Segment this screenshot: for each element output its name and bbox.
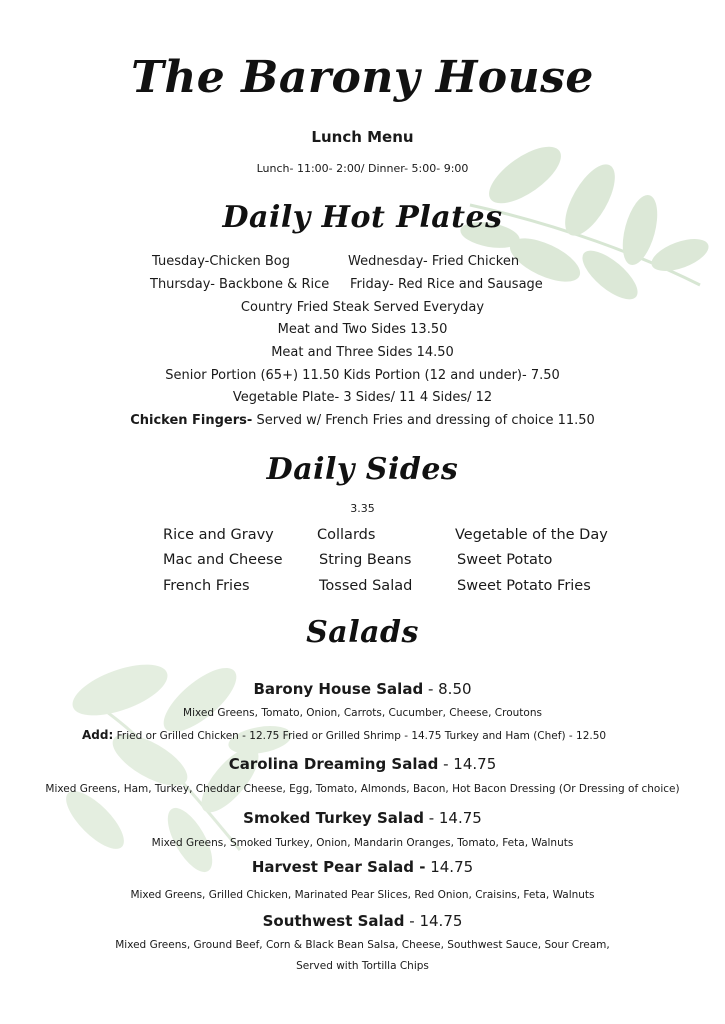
- meat-two-sides: Meat and Two Sides 13.50: [277, 322, 448, 337]
- portion-prices: Senior Portion (65+) 11.50 Kids Portion (12 and under)- 7.50: [165, 368, 560, 383]
- carolina-dreaming-salad: [0, 755, 725, 773]
- salad-add-ons: [82, 728, 606, 742]
- barony-house-salad: [0, 680, 725, 698]
- smoked-turkey-salad: [0, 809, 725, 827]
- side-item: Vegetable of the Day: [455, 527, 608, 543]
- vegetable-plate: Vegetable Plate- 3 Sides/ 11 4 Sides/ 12: [232, 390, 493, 405]
- salads-heading: Salads: [306, 615, 419, 650]
- hot-plate-wednesday: Wednesday- Fried Chicken: [348, 254, 520, 269]
- add-items: Fried or Grilled Chicken - 12.75 Fried or Grilled Shrimp - 14.75 Turkey and Ham (Chef) - 12.50: [116, 730, 607, 742]
- carolina-dreaming-desc: Mixed Greens, Ham, Turkey, Cheddar Cheese, Egg, Tomato, Almonds, Bacon, Hot Bacon Dressing (Or Dressing of choice): [45, 783, 680, 795]
- restaurant-title: The Barony House: [131, 52, 594, 103]
- hours-text: Lunch- 11:00- 2:00/ Dinner- 5:00- 9:00: [256, 162, 469, 175]
- sides-heading: Daily Sides: [266, 452, 459, 487]
- salad-price: - 14.75: [423, 809, 482, 827]
- salad-name: Smoked Turkey Salad: [243, 809, 424, 827]
- add-label: Add:: [82, 728, 114, 742]
- smoked-turkey-desc: Mixed Greens, Smoked Turkey, Onion, Mandarin Oranges, Tomato, Feta, Walnuts: [151, 837, 574, 849]
- chicken-fingers-label: Chicken Fingers-: [130, 413, 253, 428]
- salad-price: - 14.75: [438, 755, 497, 773]
- salad-name: Carolina Dreaming Salad: [228, 755, 439, 773]
- side-item: Rice and Gravy: [163, 527, 274, 543]
- side-item: Sweet Potato Fries: [457, 578, 591, 594]
- meat-three-sides: Meat and Three Sides 14.50: [271, 345, 454, 360]
- salad-price: - 8.50: [423, 680, 472, 698]
- hot-plate-tuesday: Tuesday-Chicken Bog: [152, 254, 290, 269]
- hot-plate-thursday: Thursday- Backbone & Rice: [150, 277, 330, 292]
- salad-name: Southwest Salad: [262, 912, 405, 930]
- chicken-fingers-text: Served w/ French Fries and dressing of choice 11.50: [252, 413, 595, 428]
- sides-price: 3.35: [350, 502, 375, 515]
- side-item: Mac and Cheese: [163, 552, 283, 568]
- salad-name: Barony House Salad: [253, 680, 424, 698]
- harvest-pear-salad: [0, 858, 725, 876]
- side-item: Sweet Potato: [457, 552, 553, 568]
- southwest-desc-line1: Mixed Greens, Ground Beef, Corn & Black Bean Salsa, Cheese, Southwest Sauce, Sour Cream,: [115, 939, 610, 951]
- side-item: Collards: [317, 527, 376, 543]
- harvest-pear-desc: Mixed Greens, Grilled Chicken, Marinated Pear Slices, Red Onion, Craisins, Feta, Walnuts: [130, 889, 595, 901]
- southwest-salad: [0, 912, 725, 930]
- side-item: Tossed Salad: [319, 578, 413, 594]
- side-item: French Fries: [163, 578, 250, 594]
- barony-house-desc: Mixed Greens, Tomato, Onion, Carrots, Cucumber, Cheese, Croutons: [183, 707, 542, 719]
- menu-subtitle: Lunch Menu: [311, 128, 414, 146]
- side-item: String Beans: [319, 552, 412, 568]
- salad-price: 14.75: [425, 858, 474, 876]
- hot-plate-friday: Friday- Red Rice and Sausage: [350, 277, 543, 292]
- hot-plate-everyday: Country Fried Steak Served Everyday: [240, 300, 485, 315]
- salad-price: - 14.75: [404, 912, 463, 930]
- salad-name: Harvest Pear Salad -: [251, 858, 426, 876]
- chicken-fingers: [0, 413, 725, 428]
- hot-plates-heading: Daily Hot Plates: [222, 200, 503, 235]
- southwest-desc-line2: Served with Tortilla Chips: [296, 960, 429, 972]
